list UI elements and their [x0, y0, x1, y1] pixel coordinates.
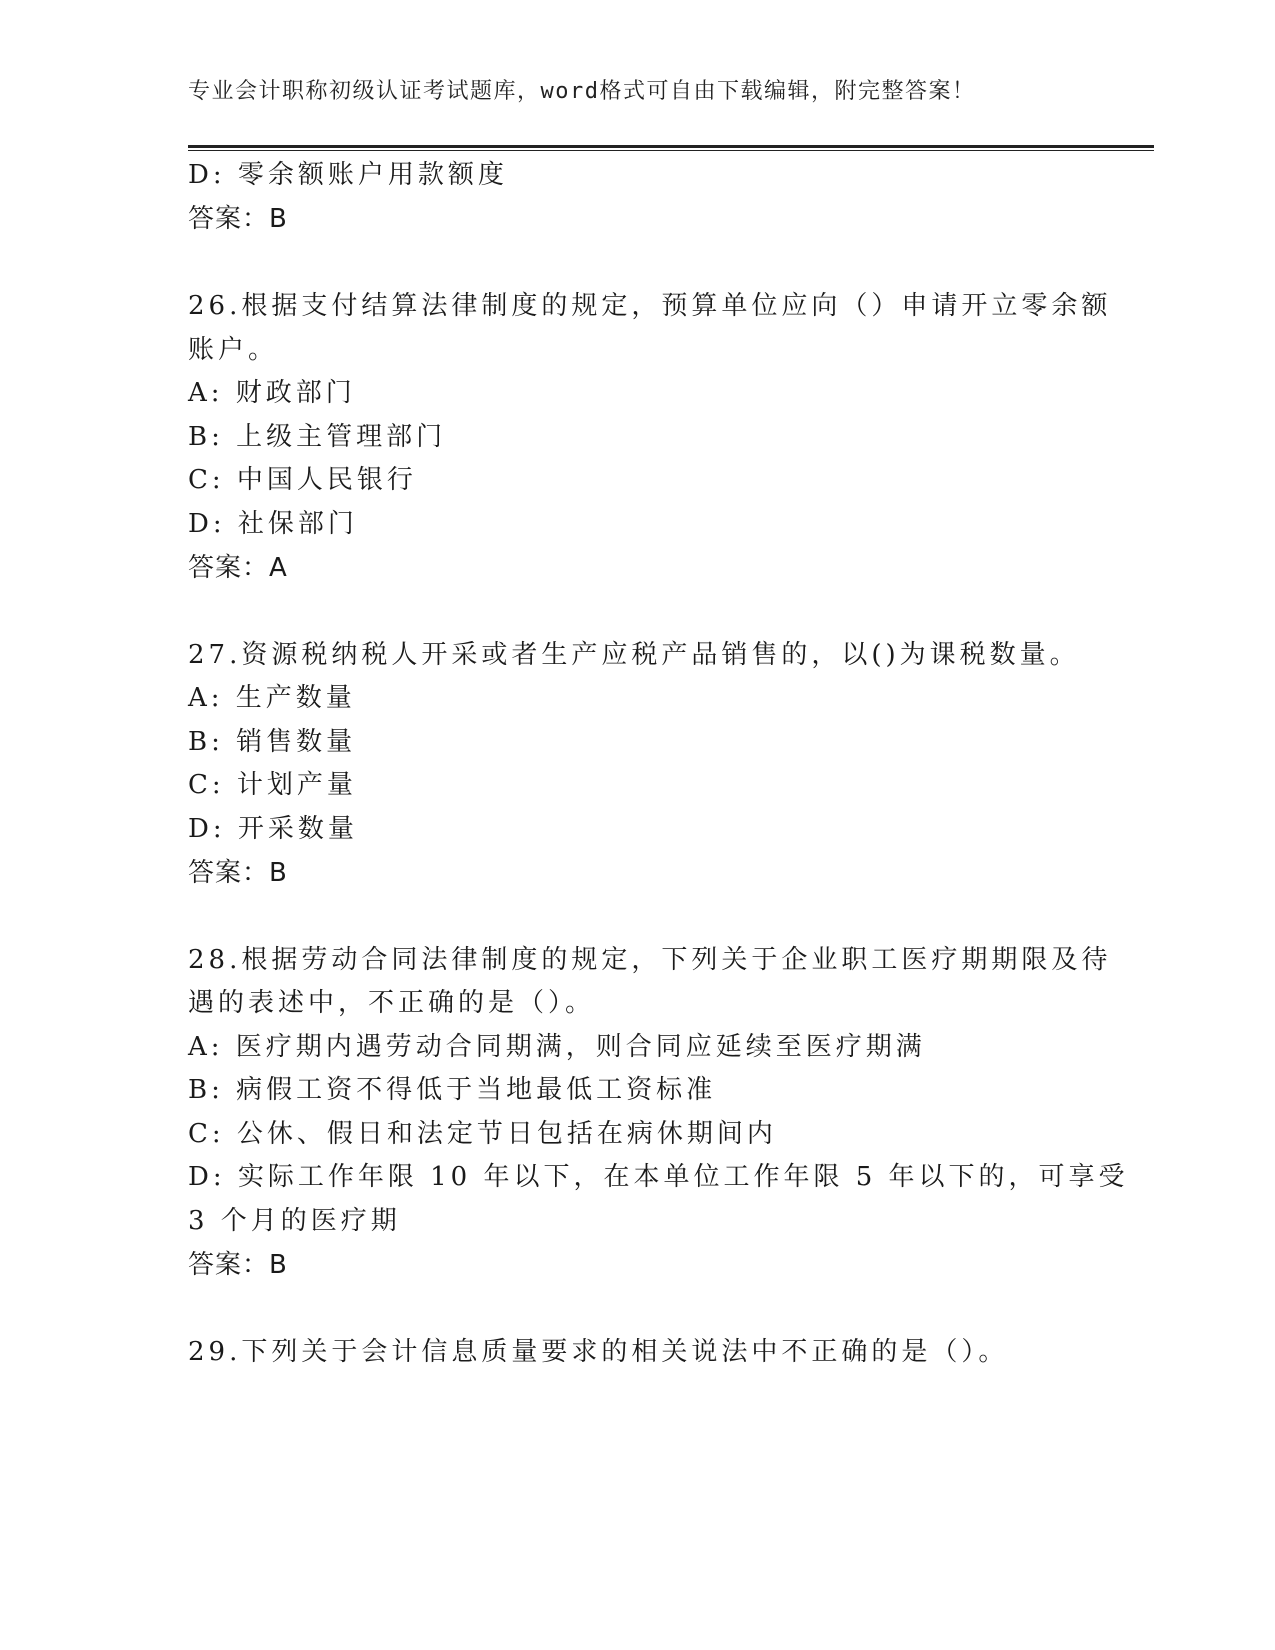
- page-header: 专业会计职称初级认证考试题库，word格式可自由下载编辑，附完整答案！: [188, 79, 976, 104]
- q28-answer: 答案：B: [188, 1250, 288, 1280]
- q28-option-d-line-2: 3 个月的医疗期: [188, 1206, 401, 1236]
- q26-answer: 答案：A: [188, 553, 288, 583]
- q26-stem-line-2: 账户。: [188, 335, 279, 365]
- q27-answer: 答案：B: [188, 858, 288, 888]
- q26-option-a: A: 财政部门: [188, 378, 356, 408]
- q28-stem-line-1: 28.根据劳动合同法律制度的规定，下列关于企业职工医疗期期限及待: [188, 945, 1112, 975]
- q28-option-d-line-1: D: 实际工作年限 10 年以下，在本单位工作年限 5 年以下的，可享受: [188, 1162, 1129, 1192]
- q28-option-a: A: 医疗期内遇劳动合同期满，则合同应延续至医疗期满: [188, 1032, 926, 1062]
- q28-option-b: B: 病假工资不得低于当地最低工资标准: [188, 1075, 717, 1105]
- prev-answer: 答案：B: [188, 204, 288, 234]
- q27-option-d: D: 开采数量: [188, 814, 358, 844]
- q26-option-b: B: 上级主管理部门: [188, 422, 447, 452]
- q28-stem-line-2: 遇的表述中，不正确的是（）。: [188, 988, 596, 1018]
- q29-stem-line-1: 29.下列关于会计信息质量要求的相关说法中不正确的是（）。: [188, 1337, 1009, 1367]
- q26-option-c: C: 中国人民银行: [188, 465, 417, 495]
- header-rule-thin: [188, 150, 1154, 151]
- q28-option-c: C: 公休、假日和法定节日包括在病休期间内: [188, 1119, 777, 1149]
- q27-option-a: A: 生产数量: [188, 683, 356, 713]
- q26-stem-line-1: 26.根据支付结算法律制度的规定，预算单位应向（）申请开立零余额: [188, 291, 1112, 321]
- q27-stem-line-1: 27.资源税纳税人开采或者生产应税产品销售的，以()为课税数量。: [188, 640, 1080, 670]
- header-rule-thick: [188, 145, 1154, 148]
- q27-option-c: C: 计划产量: [188, 770, 357, 800]
- prev-option-d: D: 零余额账户用款额度: [188, 160, 508, 190]
- q26-option-d: D: 社保部门: [188, 509, 358, 539]
- q27-option-b: B: 销售数量: [188, 727, 357, 757]
